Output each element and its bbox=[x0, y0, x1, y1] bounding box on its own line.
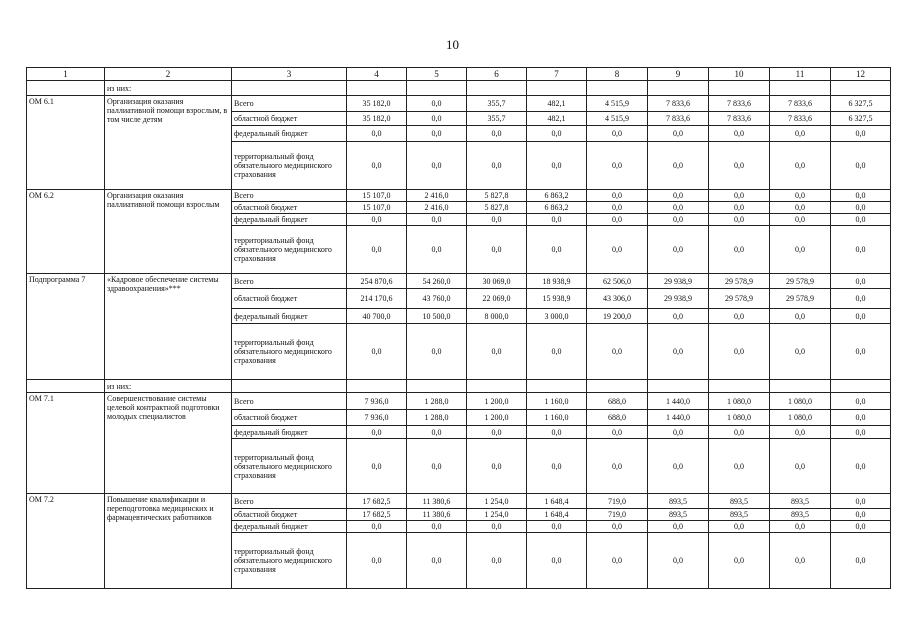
amount-cell: 0,0 bbox=[770, 426, 831, 439]
amount-cell: 1 200,0 bbox=[467, 393, 527, 410]
amount-cell: 0,0 bbox=[587, 214, 648, 226]
amount-cell: 15 938,9 bbox=[527, 289, 587, 309]
amount-cell: 19 200,0 bbox=[587, 309, 648, 324]
amount-cell: 1 160,0 bbox=[527, 393, 587, 410]
funding-source: Всего bbox=[232, 274, 347, 289]
empty-cell bbox=[347, 380, 407, 393]
amount-cell: 0,0 bbox=[770, 521, 831, 533]
amount-cell: 11 380,6 bbox=[407, 509, 467, 521]
amount-cell: 0,0 bbox=[587, 190, 648, 202]
amount-cell: 40 700,0 bbox=[347, 309, 407, 324]
page-number: 10 bbox=[446, 37, 459, 52]
amount-cell: 0,0 bbox=[407, 324, 467, 380]
amount-cell: 0,0 bbox=[467, 426, 527, 439]
amount-cell: 0,0 bbox=[770, 309, 831, 324]
amount-cell: 688,0 bbox=[587, 393, 648, 410]
empty-cell bbox=[770, 81, 831, 96]
amount-cell: 893,5 bbox=[648, 494, 709, 509]
empty-cell bbox=[232, 380, 347, 393]
funding-source: федеральный бюджет bbox=[232, 126, 347, 142]
amount-cell: 355,7 bbox=[467, 112, 527, 126]
amount-cell: 355,7 bbox=[467, 96, 527, 112]
amount-cell: 0,0 bbox=[407, 426, 467, 439]
amount-cell: 0,0 bbox=[527, 521, 587, 533]
amount-cell: 11 380,6 bbox=[407, 494, 467, 509]
table-row bbox=[27, 274, 891, 289]
amount-cell: 688,0 bbox=[587, 410, 648, 426]
amount-cell: 0,0 bbox=[709, 202, 770, 214]
amount-cell: 7 833,6 bbox=[709, 112, 770, 126]
column-number-row bbox=[27, 68, 891, 81]
amount-cell: 29 938,9 bbox=[648, 289, 709, 309]
amount-cell: 0,0 bbox=[831, 214, 891, 226]
budget-table bbox=[26, 67, 891, 589]
amount-cell: 0,0 bbox=[467, 324, 527, 380]
amount-cell: 29 578,9 bbox=[709, 289, 770, 309]
funding-source: Всего bbox=[232, 96, 347, 112]
amount-cell: 0,0 bbox=[831, 324, 891, 380]
activity-code: ОМ 7.2 bbox=[27, 494, 105, 589]
amount-cell: 0,0 bbox=[407, 533, 467, 589]
amount-cell: 0,0 bbox=[527, 439, 587, 494]
amount-cell: 0,0 bbox=[770, 126, 831, 142]
amount-cell: 0,0 bbox=[407, 126, 467, 142]
amount-cell: 0,0 bbox=[347, 214, 407, 226]
note-label: из них: bbox=[105, 380, 232, 393]
amount-cell: 0,0 bbox=[831, 410, 891, 426]
amount-cell: 7 833,6 bbox=[648, 96, 709, 112]
amount-cell: 0,0 bbox=[587, 226, 648, 274]
amount-cell: 0,0 bbox=[587, 439, 648, 494]
amount-cell: 0,0 bbox=[831, 226, 891, 274]
amount-cell: 35 182,0 bbox=[347, 96, 407, 112]
funding-source: областной бюджет bbox=[232, 289, 347, 309]
amount-cell: 0,0 bbox=[407, 96, 467, 112]
amount-cell: 0,0 bbox=[587, 426, 648, 439]
amount-cell: 0,0 bbox=[467, 126, 527, 142]
amount-cell: 0,0 bbox=[648, 226, 709, 274]
column-number-3: 3 bbox=[232, 68, 347, 81]
funding-source: областной бюджет bbox=[232, 112, 347, 126]
amount-cell: 0,0 bbox=[467, 521, 527, 533]
column-number-7: 7 bbox=[527, 68, 587, 81]
amount-cell: 0,0 bbox=[587, 521, 648, 533]
amount-cell: 15 107,0 bbox=[347, 202, 407, 214]
amount-cell: 0,0 bbox=[770, 142, 831, 190]
funding-source: областной бюджет bbox=[232, 410, 347, 426]
activity-name: Организация оказания паллиативной помощи взрослым, в том числе детям bbox=[105, 96, 232, 190]
amount-cell: 0,0 bbox=[770, 202, 831, 214]
amount-cell: 0,0 bbox=[709, 226, 770, 274]
amount-cell: 1 288,0 bbox=[407, 393, 467, 410]
column-number-9: 9 bbox=[648, 68, 709, 81]
amount-cell: 15 107,0 bbox=[347, 190, 407, 202]
amount-cell: 0,0 bbox=[770, 324, 831, 380]
funding-source: территориальный фонд обязательного медицинского страхования bbox=[232, 324, 347, 380]
amount-cell: 0,0 bbox=[831, 439, 891, 494]
amount-cell: 0,0 bbox=[407, 226, 467, 274]
funding-source: федеральный бюджет bbox=[232, 214, 347, 226]
amount-cell: 482,1 bbox=[527, 96, 587, 112]
column-number-2: 2 bbox=[105, 68, 232, 81]
empty-cell bbox=[709, 380, 770, 393]
amount-cell: 0,0 bbox=[467, 533, 527, 589]
empty-cell bbox=[770, 380, 831, 393]
funding-source: областной бюджет bbox=[232, 202, 347, 214]
amount-cell: 0,0 bbox=[467, 439, 527, 494]
amount-cell: 0,0 bbox=[648, 439, 709, 494]
column-number-1: 1 bbox=[27, 68, 105, 81]
activity-name: Повышение квалификации и переподготовка медицинских и фармацевтических работников bbox=[105, 494, 232, 589]
table-row bbox=[27, 393, 891, 410]
amount-cell: 1 080,0 bbox=[770, 410, 831, 426]
amount-cell: 5 827,8 bbox=[467, 202, 527, 214]
empty-cell bbox=[467, 380, 527, 393]
amount-cell: 54 260,0 bbox=[407, 274, 467, 289]
amount-cell: 0,0 bbox=[831, 521, 891, 533]
amount-cell: 0,0 bbox=[347, 226, 407, 274]
amount-cell: 0,0 bbox=[709, 142, 770, 190]
amount-cell: 7 833,6 bbox=[648, 112, 709, 126]
amount-cell: 0,0 bbox=[709, 439, 770, 494]
amount-cell: 482,1 bbox=[527, 112, 587, 126]
amount-cell: 0,0 bbox=[347, 439, 407, 494]
empty-cell bbox=[587, 81, 648, 96]
amount-cell: 0,0 bbox=[831, 533, 891, 589]
amount-cell: 62 506,0 bbox=[587, 274, 648, 289]
empty-cell bbox=[407, 380, 467, 393]
column-number-12: 12 bbox=[831, 68, 891, 81]
amount-cell: 43 306,0 bbox=[587, 289, 648, 309]
funding-source: территориальный фонд обязательного медицинского страхования bbox=[232, 533, 347, 589]
amount-cell: 0,0 bbox=[407, 112, 467, 126]
activity-name: «Кадровое обеспечение системы здравоохранения»*** bbox=[105, 274, 232, 380]
empty-cell bbox=[407, 81, 467, 96]
amount-cell: 0,0 bbox=[527, 126, 587, 142]
amount-cell: 1 440,0 bbox=[648, 410, 709, 426]
amount-cell: 719,0 bbox=[587, 509, 648, 521]
empty-cell bbox=[648, 380, 709, 393]
funding-source: Всего bbox=[232, 393, 347, 410]
amount-cell: 0,0 bbox=[831, 126, 891, 142]
amount-cell: 4 515,9 bbox=[587, 112, 648, 126]
amount-cell: 0,0 bbox=[770, 439, 831, 494]
amount-cell: 893,5 bbox=[709, 494, 770, 509]
amount-cell: 10 500,0 bbox=[407, 309, 467, 324]
amount-cell: 214 170,6 bbox=[347, 289, 407, 309]
amount-cell: 0,0 bbox=[527, 324, 587, 380]
amount-cell: 0,0 bbox=[831, 202, 891, 214]
amount-cell: 0,0 bbox=[831, 142, 891, 190]
amount-cell: 6 863,2 bbox=[527, 202, 587, 214]
empty-cell bbox=[467, 81, 527, 96]
amount-cell: 6 327,5 bbox=[831, 96, 891, 112]
amount-cell: 3 000,0 bbox=[527, 309, 587, 324]
amount-cell: 0,0 bbox=[770, 214, 831, 226]
note-code-cell bbox=[27, 81, 105, 96]
amount-cell: 1 440,0 bbox=[648, 393, 709, 410]
amount-cell: 254 870,6 bbox=[347, 274, 407, 289]
amount-cell: 0,0 bbox=[709, 190, 770, 202]
amount-cell: 719,0 bbox=[587, 494, 648, 509]
funding-source: федеральный бюджет bbox=[232, 521, 347, 533]
amount-cell: 0,0 bbox=[709, 214, 770, 226]
amount-cell: 0,0 bbox=[347, 533, 407, 589]
amount-cell: 2 416,0 bbox=[407, 190, 467, 202]
note-row bbox=[27, 81, 891, 96]
amount-cell: 35 182,0 bbox=[347, 112, 407, 126]
amount-cell: 0,0 bbox=[347, 521, 407, 533]
column-number-6: 6 bbox=[467, 68, 527, 81]
amount-cell: 0,0 bbox=[467, 142, 527, 190]
note-row bbox=[27, 380, 891, 393]
table-row bbox=[27, 494, 891, 509]
amount-cell: 17 682,5 bbox=[347, 509, 407, 521]
amount-cell: 0,0 bbox=[587, 324, 648, 380]
amount-cell: 7 833,6 bbox=[770, 112, 831, 126]
amount-cell: 1 648,4 bbox=[527, 509, 587, 521]
amount-cell: 2 416,0 bbox=[407, 202, 467, 214]
amount-cell: 0,0 bbox=[407, 521, 467, 533]
amount-cell: 0,0 bbox=[407, 142, 467, 190]
amount-cell: 0,0 bbox=[709, 533, 770, 589]
amount-cell: 0,0 bbox=[648, 426, 709, 439]
amount-cell: 17 682,5 bbox=[347, 494, 407, 509]
note-code-cell bbox=[27, 380, 105, 393]
funding-source: федеральный бюджет bbox=[232, 309, 347, 324]
amount-cell: 6 327,5 bbox=[831, 112, 891, 126]
amount-cell: 4 515,9 bbox=[587, 96, 648, 112]
amount-cell: 0,0 bbox=[831, 289, 891, 309]
amount-cell: 0,0 bbox=[587, 533, 648, 589]
funding-source: федеральный бюджет bbox=[232, 426, 347, 439]
empty-cell bbox=[527, 380, 587, 393]
amount-cell: 1 080,0 bbox=[709, 410, 770, 426]
amount-cell: 18 938,9 bbox=[527, 274, 587, 289]
empty-cell bbox=[831, 81, 891, 96]
amount-cell: 0,0 bbox=[587, 142, 648, 190]
activity-code: Подпрограмма 7 bbox=[27, 274, 105, 380]
amount-cell: 0,0 bbox=[831, 494, 891, 509]
funding-source: территориальный фонд обязательного медицинского страхования bbox=[232, 439, 347, 494]
amount-cell: 0,0 bbox=[648, 202, 709, 214]
amount-cell: 0,0 bbox=[587, 202, 648, 214]
amount-cell: 0,0 bbox=[831, 393, 891, 410]
amount-cell: 893,5 bbox=[709, 509, 770, 521]
empty-cell bbox=[347, 81, 407, 96]
amount-cell: 0,0 bbox=[648, 324, 709, 380]
amount-cell: 0,0 bbox=[831, 309, 891, 324]
amount-cell: 0,0 bbox=[648, 533, 709, 589]
amount-cell: 0,0 bbox=[648, 126, 709, 142]
empty-cell bbox=[709, 81, 770, 96]
funding-source: Всего bbox=[232, 494, 347, 509]
amount-cell: 7 833,6 bbox=[709, 96, 770, 112]
amount-cell: 1 160,0 bbox=[527, 410, 587, 426]
amount-cell: 893,5 bbox=[648, 509, 709, 521]
amount-cell: 0,0 bbox=[648, 309, 709, 324]
amount-cell: 0,0 bbox=[709, 521, 770, 533]
funding-source: территориальный фонд обязательного медицинского страхования bbox=[232, 226, 347, 274]
amount-cell: 0,0 bbox=[770, 226, 831, 274]
funding-source: территориальный фонд обязательного медицинского страхования bbox=[232, 142, 347, 190]
amount-cell: 29 578,9 bbox=[709, 274, 770, 289]
table-row bbox=[27, 190, 891, 202]
activity-code: ОМ 7.1 bbox=[27, 393, 105, 494]
amount-cell: 0,0 bbox=[347, 324, 407, 380]
empty-cell bbox=[831, 380, 891, 393]
amount-cell: 22 069,0 bbox=[467, 289, 527, 309]
amount-cell: 1 254,0 bbox=[467, 494, 527, 509]
amount-cell: 1 288,0 bbox=[407, 410, 467, 426]
amount-cell: 0,0 bbox=[831, 509, 891, 521]
activity-name: Организация оказания паллиативной помощи взрослым bbox=[105, 190, 232, 274]
table-row bbox=[27, 96, 891, 112]
amount-cell: 0,0 bbox=[347, 126, 407, 142]
empty-cell bbox=[232, 81, 347, 96]
amount-cell: 0,0 bbox=[709, 324, 770, 380]
amount-cell: 7 936,0 bbox=[347, 393, 407, 410]
amount-cell: 0,0 bbox=[407, 439, 467, 494]
amount-cell: 8 000,0 bbox=[467, 309, 527, 324]
amount-cell: 1 254,0 bbox=[467, 509, 527, 521]
amount-cell: 5 827,8 bbox=[467, 190, 527, 202]
amount-cell: 0,0 bbox=[527, 226, 587, 274]
amount-cell: 0,0 bbox=[347, 426, 407, 439]
amount-cell: 0,0 bbox=[709, 426, 770, 439]
amount-cell: 893,5 bbox=[770, 494, 831, 509]
empty-cell bbox=[527, 81, 587, 96]
empty-cell bbox=[648, 81, 709, 96]
amount-cell: 0,0 bbox=[467, 226, 527, 274]
amount-cell: 0,0 bbox=[831, 426, 891, 439]
activity-code: ОМ 6.2 bbox=[27, 190, 105, 274]
amount-cell: 0,0 bbox=[831, 190, 891, 202]
amount-cell: 893,5 bbox=[770, 509, 831, 521]
amount-cell: 6 863,2 bbox=[527, 190, 587, 202]
amount-cell: 0,0 bbox=[770, 190, 831, 202]
activity-name: Совершенствование системы целевой контрактной подготовки молодых специалистов bbox=[105, 393, 232, 494]
column-number-11: 11 bbox=[770, 68, 831, 81]
amount-cell: 0,0 bbox=[347, 142, 407, 190]
amount-cell: 30 069,0 bbox=[467, 274, 527, 289]
column-number-5: 5 bbox=[407, 68, 467, 81]
amount-cell: 0,0 bbox=[648, 214, 709, 226]
amount-cell: 0,0 bbox=[407, 214, 467, 226]
amount-cell: 29 578,9 bbox=[770, 274, 831, 289]
note-label: из них: bbox=[105, 81, 232, 96]
amount-cell: 0,0 bbox=[831, 274, 891, 289]
amount-cell: 0,0 bbox=[527, 426, 587, 439]
amount-cell: 0,0 bbox=[709, 126, 770, 142]
amount-cell: 29 938,9 bbox=[648, 274, 709, 289]
column-number-8: 8 bbox=[587, 68, 648, 81]
amount-cell: 7 936,0 bbox=[347, 410, 407, 426]
amount-cell: 1 080,0 bbox=[709, 393, 770, 410]
amount-cell: 0,0 bbox=[648, 190, 709, 202]
amount-cell: 0,0 bbox=[648, 142, 709, 190]
empty-cell bbox=[587, 380, 648, 393]
amount-cell: 7 833,6 bbox=[770, 96, 831, 112]
funding-source: Всего bbox=[232, 190, 347, 202]
funding-source: областной бюджет bbox=[232, 509, 347, 521]
amount-cell: 0,0 bbox=[527, 533, 587, 589]
amount-cell: 0,0 bbox=[648, 521, 709, 533]
amount-cell: 1 080,0 bbox=[770, 393, 831, 410]
activity-code: ОМ 6.1 bbox=[27, 96, 105, 190]
column-number-10: 10 bbox=[709, 68, 770, 81]
amount-cell: 1 200,0 bbox=[467, 410, 527, 426]
amount-cell: 0,0 bbox=[527, 214, 587, 226]
amount-cell: 29 578,9 bbox=[770, 289, 831, 309]
amount-cell: 0,0 bbox=[587, 126, 648, 142]
amount-cell: 1 648,4 bbox=[527, 494, 587, 509]
amount-cell: 0,0 bbox=[527, 142, 587, 190]
amount-cell: 0,0 bbox=[467, 214, 527, 226]
amount-cell: 0,0 bbox=[770, 533, 831, 589]
amount-cell: 43 760,0 bbox=[407, 289, 467, 309]
amount-cell: 0,0 bbox=[709, 309, 770, 324]
column-number-4: 4 bbox=[347, 68, 407, 81]
